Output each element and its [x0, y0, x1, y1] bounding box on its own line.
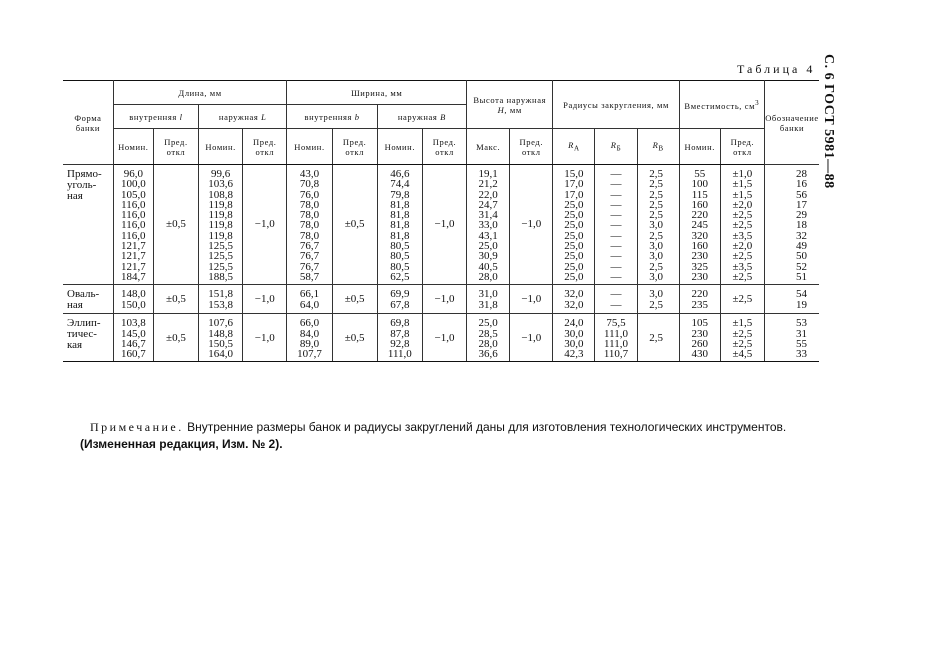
cell-obz: 54 19 — [764, 285, 819, 314]
header-forma: Форма банки — [63, 81, 113, 165]
cell-l-tol: ±0,5 — [153, 285, 198, 314]
cell-b-tol: ±0,5 — [332, 314, 377, 362]
header-radiusy: Радиусы закругления, мм — [553, 81, 679, 129]
cell-vol-tol: ±2,5 — [720, 285, 764, 314]
header-naruzh-B-text: наружная — [397, 111, 438, 122]
cell-B: 69,8 87,8 92,8 111,0 — [377, 314, 422, 362]
header-vmestimost-sup: 3 — [755, 99, 760, 108]
cell-B-tol: −1,0 — [422, 285, 466, 314]
header-rv — [637, 129, 679, 165]
cell-L: 99,6 103,6 108,8 119,8 119,8 119,8 119,8 125,5 125,5 125,5 188,5 — [199, 165, 243, 285]
header-vnutr-b-text: внутренняя — [304, 111, 353, 122]
header-vnutr-l-text: внутренняя — [129, 111, 177, 122]
header-naruzh-B — [377, 105, 466, 129]
cell-vol: 220 235 — [679, 285, 720, 314]
header-vol-pred: Пред. откл — [720, 129, 764, 165]
cell-b-tol: ±0,5 — [332, 165, 377, 285]
header-L-pred: Пред. откл — [243, 129, 287, 165]
cell-H: 19,1 21,2 22,0 24,7 31,4 33,0 43,1 25,0 30,9 40,5 28,0 — [467, 165, 510, 285]
header-ra — [553, 129, 595, 165]
amendment-text: (Измененная редакция, Изм. № 2). — [80, 437, 283, 451]
cell-rv: 2,5 — [637, 314, 679, 362]
header-vysota — [467, 81, 553, 129]
cell-rb: 75,5 111,0 111,0 110,7 — [595, 314, 637, 362]
cell-H: 31,0 31,8 — [467, 285, 510, 314]
cell-l-tol: ±0,5 — [153, 314, 198, 362]
cell-B-tol: −1,0 — [422, 165, 466, 285]
cell-l: 103,8 145,0 146,7 160,7 — [113, 314, 153, 362]
table-container — [63, 80, 819, 362]
cell-B: 46,6 74,4 79,8 81,8 81,8 81,8 81,8 80,5 80,5 80,5 62,5 — [377, 165, 422, 285]
cell-L-tol: −1,0 — [243, 314, 287, 362]
cell-rb: — — — — — — — — — — — — [595, 165, 637, 285]
cell-H: 25,0 28,5 28,0 36,6 — [467, 314, 510, 362]
header-vnutr-l — [113, 105, 198, 129]
cell-b: 43,0 70,8 76,0 78,0 78,0 78,0 78,0 76,7 76,7 76,7 58,7 — [287, 165, 332, 285]
header-vnutr-b-sym: b — [354, 111, 360, 122]
header-naruzh-B-sym: B — [440, 111, 446, 122]
cell-l: 96,0 100,0 105,0 116,0 116,0 116,0 116,0 121,7 121,7 121,7 184,7 — [113, 165, 153, 285]
cell-l-tol: ±0,5 — [153, 165, 198, 285]
header-naruzh-L — [199, 105, 287, 129]
header-vysota-sym: H — [497, 104, 505, 115]
cell-rb: — — — [595, 285, 637, 314]
header-oboznachenie: Обозначение банки — [764, 81, 819, 165]
cell-vol: 55 100 115 160 220 245 320 160 230 325 230 — [679, 165, 720, 285]
cell-L-tol: −1,0 — [243, 285, 287, 314]
header-rb — [595, 129, 637, 165]
header-vol-nomin: Номин. — [679, 129, 720, 165]
cell-L: 151,8 153,8 — [199, 285, 243, 314]
cell-B-tol: −1,0 — [422, 314, 466, 362]
header-rv-sub: В — [658, 144, 664, 153]
header-ra-sym: R — [568, 139, 574, 150]
cell-forma: Эллип- тичес- кая — [63, 314, 113, 362]
header-b-nomin: Номин. — [287, 129, 332, 165]
cell-forma: Оваль- ная — [63, 285, 113, 314]
cell-B: 69,9 67,8 — [377, 285, 422, 314]
header-B-nomin: Номин. — [377, 129, 422, 165]
table-row — [63, 165, 819, 285]
note-prefix: Примечание. — [90, 420, 184, 434]
table-row — [63, 285, 819, 314]
cell-obz: 53 31 55 33 — [764, 314, 819, 362]
header-rb-sym: R — [610, 139, 617, 150]
cell-H-tol: −1,0 — [510, 285, 553, 314]
header-l-nomin: Номин. — [113, 129, 153, 165]
cell-H-tol: −1,0 — [510, 314, 553, 362]
note-text: Внутренние размеры банок и радиусы закруглений даны для изготовления технологических инструментов. — [183, 420, 787, 434]
cell-H-tol: −1,0 — [510, 165, 553, 285]
cell-L-tol: −1,0 — [243, 165, 287, 285]
header-naruzh-L-text: наружная — [218, 111, 259, 122]
table-body — [63, 165, 819, 362]
header-naruzh-L-sym: L — [261, 111, 267, 122]
header-vysota-unit: , мм — [504, 104, 522, 115]
header-vmestimost-text: Вместимость, см — [684, 100, 756, 111]
header-H-maks: Макс. — [467, 129, 510, 165]
header-L-nomin: Номин. — [199, 129, 243, 165]
header-shirina: Ширина, мм — [287, 81, 467, 105]
cell-vol: 105 230 260 430 — [679, 314, 720, 362]
cell-rv: 3,0 2,5 — [637, 285, 679, 314]
cell-b: 66,0 84,0 89,0 107,7 — [287, 314, 332, 362]
header-b-pred: Пред. откл — [332, 129, 377, 165]
header-rv-sym: R — [652, 139, 659, 150]
table-note — [90, 420, 786, 435]
cell-ra: 24,0 30,0 30,0 42,3 — [553, 314, 595, 362]
cell-forma: Прямо- уголь- ная — [63, 165, 113, 285]
data-table — [63, 80, 819, 362]
header-vnutr-l-sym: l — [179, 111, 183, 122]
header-ra-sub: А — [573, 144, 580, 153]
side-label-text: С. 6 ГОСТ 5981—88 — [821, 54, 836, 189]
header-vysota-text: Высота наружная — [473, 94, 547, 105]
cell-ra: 32,0 32,0 — [553, 285, 595, 314]
header-vmestimost — [679, 81, 764, 129]
header-B-pred: Пред. откл — [422, 129, 466, 165]
cell-b-tol: ±0,5 — [332, 285, 377, 314]
header-l-pred: Пред. откл — [153, 129, 198, 165]
header-rb-sub: Б — [616, 144, 622, 153]
cell-l: 148,0 150,0 — [113, 285, 153, 314]
table-caption: Таблица 4 — [737, 62, 816, 76]
header-H-pred: Пред. откл — [510, 129, 553, 165]
cell-obz: 28 16 56 17 29 18 32 49 50 52 51 — [764, 165, 819, 285]
cell-vol-tol: ±1,0 ±1,5 ±1,5 ±2,0 ±2,5 ±2,5 ±3,5 ±2,0 ±2,5 ±3,5 ±2,5 — [720, 165, 764, 285]
cell-L: 107,6 148,8 150,5 164,0 — [199, 314, 243, 362]
cell-ra: 15,0 17,0 17,0 25,0 25,0 25,0 25,0 25,0 25,0 25,0 25,0 — [553, 165, 595, 285]
header-vnutr-b — [287, 105, 377, 129]
cell-vol-tol: ±1,5 ±2,5 ±2,5 ±4,5 — [720, 314, 764, 362]
header-dlina: Длина, мм — [113, 81, 287, 105]
table-row — [63, 314, 819, 362]
cell-rv: 2,5 2,5 2,5 2,5 2,5 3,0 2,5 3,0 3,0 2,5 3,0 — [637, 165, 679, 285]
cell-b: 66,1 64,0 — [287, 285, 332, 314]
